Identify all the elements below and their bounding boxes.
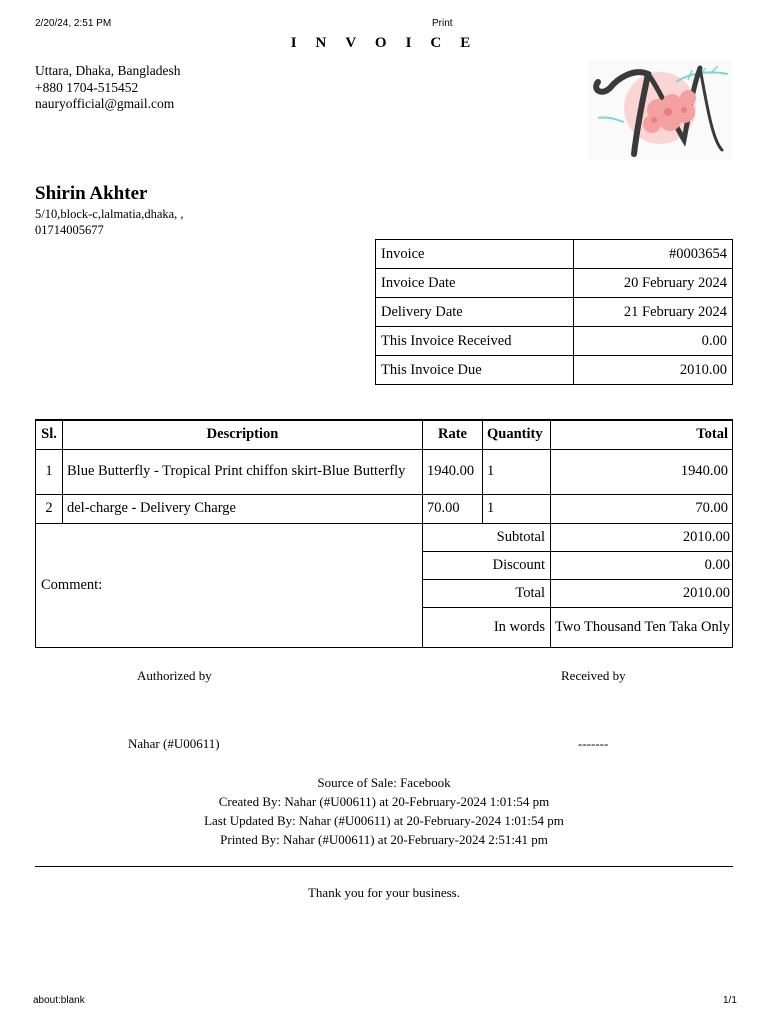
authorized-by-label: Authorized by xyxy=(137,668,212,683)
last-updated-by: Last Updated By: Nahar (#U00611) at 20-February-2024 1:01:54 pm xyxy=(204,813,564,828)
header-rate: Rate xyxy=(423,420,483,449)
row-rate: 1940.00 xyxy=(423,449,483,494)
row-rate: 70.00 xyxy=(423,494,483,523)
summary-row xyxy=(376,356,733,385)
row-quantity: 1 xyxy=(483,494,551,523)
discount-value: 0.00 xyxy=(551,551,733,579)
received-by-name: ------- xyxy=(578,736,609,751)
print-url: about:blank xyxy=(33,995,85,1006)
table-row xyxy=(36,494,733,523)
line-items-table xyxy=(35,419,733,648)
customer-phone: 01714005677 xyxy=(35,223,104,237)
summary-value: #0003654 xyxy=(574,240,733,269)
invoice-title: INVOICE xyxy=(290,35,490,51)
customer-info xyxy=(35,206,184,238)
divider xyxy=(35,866,733,867)
summary-label: Delivery Date xyxy=(376,298,574,327)
subtotal-label: Subtotal xyxy=(423,523,551,551)
row-total: 70.00 xyxy=(551,494,733,523)
summary-value: 0.00 xyxy=(574,327,733,356)
invoice-meta xyxy=(0,773,768,849)
summary-row xyxy=(376,327,733,356)
floral-n-logo-icon xyxy=(588,60,732,160)
header-total: Total xyxy=(551,420,733,449)
summary-row xyxy=(376,240,733,269)
source-of-sale: Source of Sale: Facebook xyxy=(317,775,451,790)
printed-by: Printed By: Nahar (#U00611) at 20-February-2024 2:51:41 pm xyxy=(220,832,548,847)
header-description: Description xyxy=(63,420,423,449)
print-date: 2/20/24, 2:51 PM xyxy=(35,18,112,29)
comment-cell: Comment: xyxy=(36,523,423,647)
summary-label: Invoice xyxy=(376,240,574,269)
thank-you-note: Thank you for your business. xyxy=(307,885,460,900)
created-by: Created By: Nahar (#U00611) at 20-February-2024 1:01:54 pm xyxy=(218,794,550,809)
total-value: 2010.00 xyxy=(551,579,733,607)
row-sl: 1 xyxy=(36,449,63,494)
summary-value: 2010.00 xyxy=(574,356,733,385)
table-header-row xyxy=(36,420,733,449)
summary-row xyxy=(376,269,733,298)
summary-value: 21 February 2024 xyxy=(574,298,733,327)
received-by-label: Received by xyxy=(561,668,626,683)
company-email: nauryofficial@gmail.com xyxy=(35,96,175,111)
print-page-number: 1/1 xyxy=(723,995,737,1006)
row-description: del-charge - Delivery Charge xyxy=(63,494,423,523)
header-quantity: Quantity xyxy=(483,420,551,449)
row-sl: 2 xyxy=(36,494,63,523)
table-row xyxy=(36,449,733,494)
company-info xyxy=(35,63,180,113)
print-title: Print xyxy=(432,18,453,29)
in-words-label: In words xyxy=(423,607,551,647)
in-words-value: Two Thousand Ten Taka Only xyxy=(551,607,733,647)
discount-label: Discount xyxy=(423,551,551,579)
summary-label: This Invoice Received xyxy=(376,327,574,356)
row-total: 1940.00 xyxy=(551,449,733,494)
totals-row-subtotal xyxy=(36,523,733,551)
invoice-summary-table xyxy=(375,239,733,385)
authorized-by-name: Nahar (#U00611) xyxy=(128,736,220,751)
company-phone: +880 1704-515452 xyxy=(35,79,139,95)
summary-label: Invoice Date xyxy=(376,269,574,298)
summary-row xyxy=(376,298,733,327)
summary-value: 20 February 2024 xyxy=(574,269,733,298)
customer-name: Shirin Akhter xyxy=(35,183,148,204)
company-address: Uttara, Dhaka, Bangladesh xyxy=(35,63,181,78)
total-label: Total xyxy=(423,579,551,607)
summary-label: This Invoice Due xyxy=(376,356,574,385)
customer-address: 5/10,block-c,lalmatia,dhaka, , xyxy=(35,207,184,221)
header-sl: Sl. xyxy=(36,420,63,449)
subtotal-value: 2010.00 xyxy=(551,523,733,551)
row-quantity: 1 xyxy=(483,449,551,494)
row-description: Blue Butterfly - Tropical Print chiffon skirt-Blue Butterfly xyxy=(63,449,423,494)
